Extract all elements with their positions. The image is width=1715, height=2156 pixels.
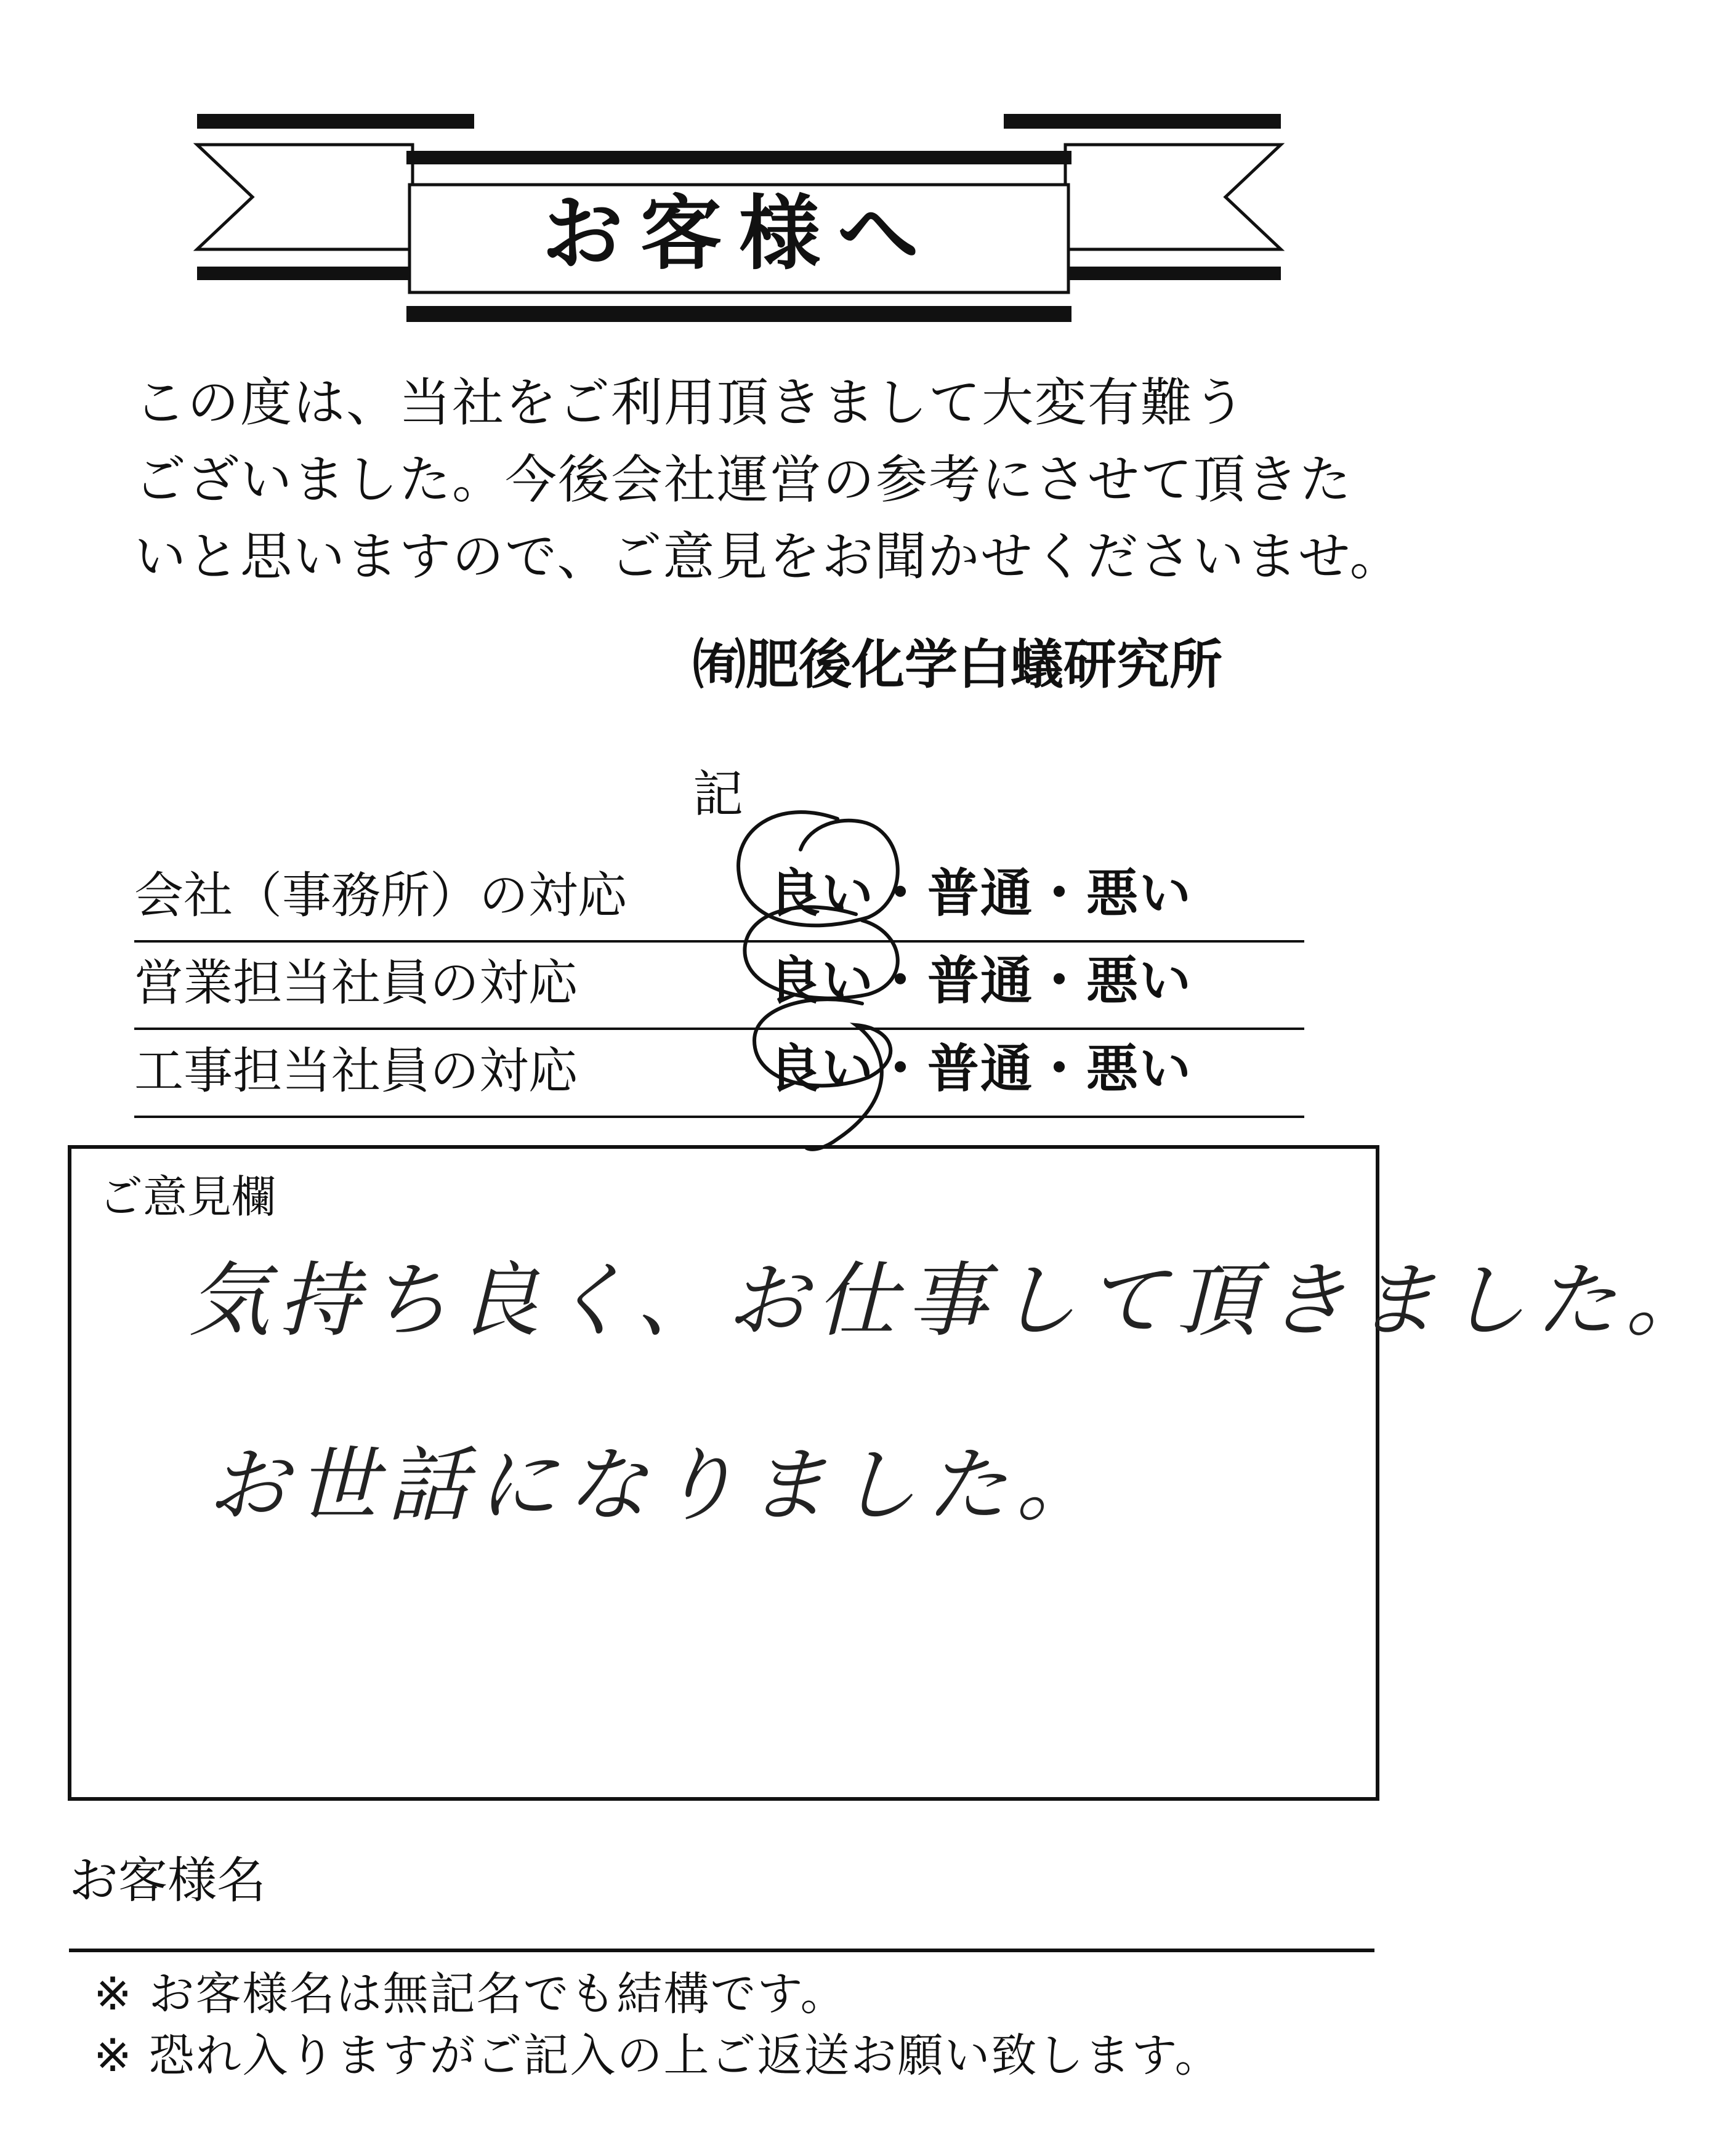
rating-label: 営業担当社員の対応 bbox=[134, 954, 578, 1012]
intro-line: いと思いますので、ご意見をお聞かせくださいませ。 bbox=[134, 526, 1403, 587]
rating-label: 会社（事務所）の対応 bbox=[134, 867, 627, 924]
opinion-handwriting: お世話になりました。 bbox=[207, 1438, 1106, 1533]
intro-line: ございました。今後会社運営の参考にさせて頂きた bbox=[134, 449, 1353, 510]
rating-options[interactable]: 良い・普通・悪い bbox=[769, 1039, 1193, 1099]
rating-options[interactable]: 良い・普通・悪い bbox=[769, 863, 1193, 923]
opinion-label: ご意見欄 bbox=[99, 1171, 276, 1223]
note: ※ お客様名は無記名でも結構です。 bbox=[94, 1968, 847, 2021]
opinion-handwriting: 気持ち良く、お仕事して頂きました。 bbox=[188, 1253, 1715, 1348]
note: ※ 恐れ入りますがご記入の上ご返送お願い致します。 bbox=[94, 2029, 1222, 2082]
ki-heading: 記 bbox=[693, 765, 744, 824]
opinion-box[interactable] bbox=[68, 1145, 1715, 1801]
page-title: お客様へ bbox=[542, 186, 936, 281]
selection-circles bbox=[708, 794, 942, 1164]
customer-name-label: お客様名 bbox=[69, 1852, 266, 1909]
rating-label: 工事担当社員の対応 bbox=[134, 1042, 578, 1100]
company-name: ㈲肥後化学白蟻研究所 bbox=[693, 634, 1222, 696]
intro-paragraph bbox=[134, 364, 1403, 595]
selection-circle-construction bbox=[754, 999, 890, 1149]
intro-line: この度は、当社をご利用頂きまして大変有難う bbox=[134, 372, 1247, 433]
customer-name-line[interactable] bbox=[69, 1949, 1374, 1952]
selection-circle-sales bbox=[745, 907, 897, 998]
rating-options[interactable]: 良い・普通・悪い bbox=[769, 951, 1193, 1011]
